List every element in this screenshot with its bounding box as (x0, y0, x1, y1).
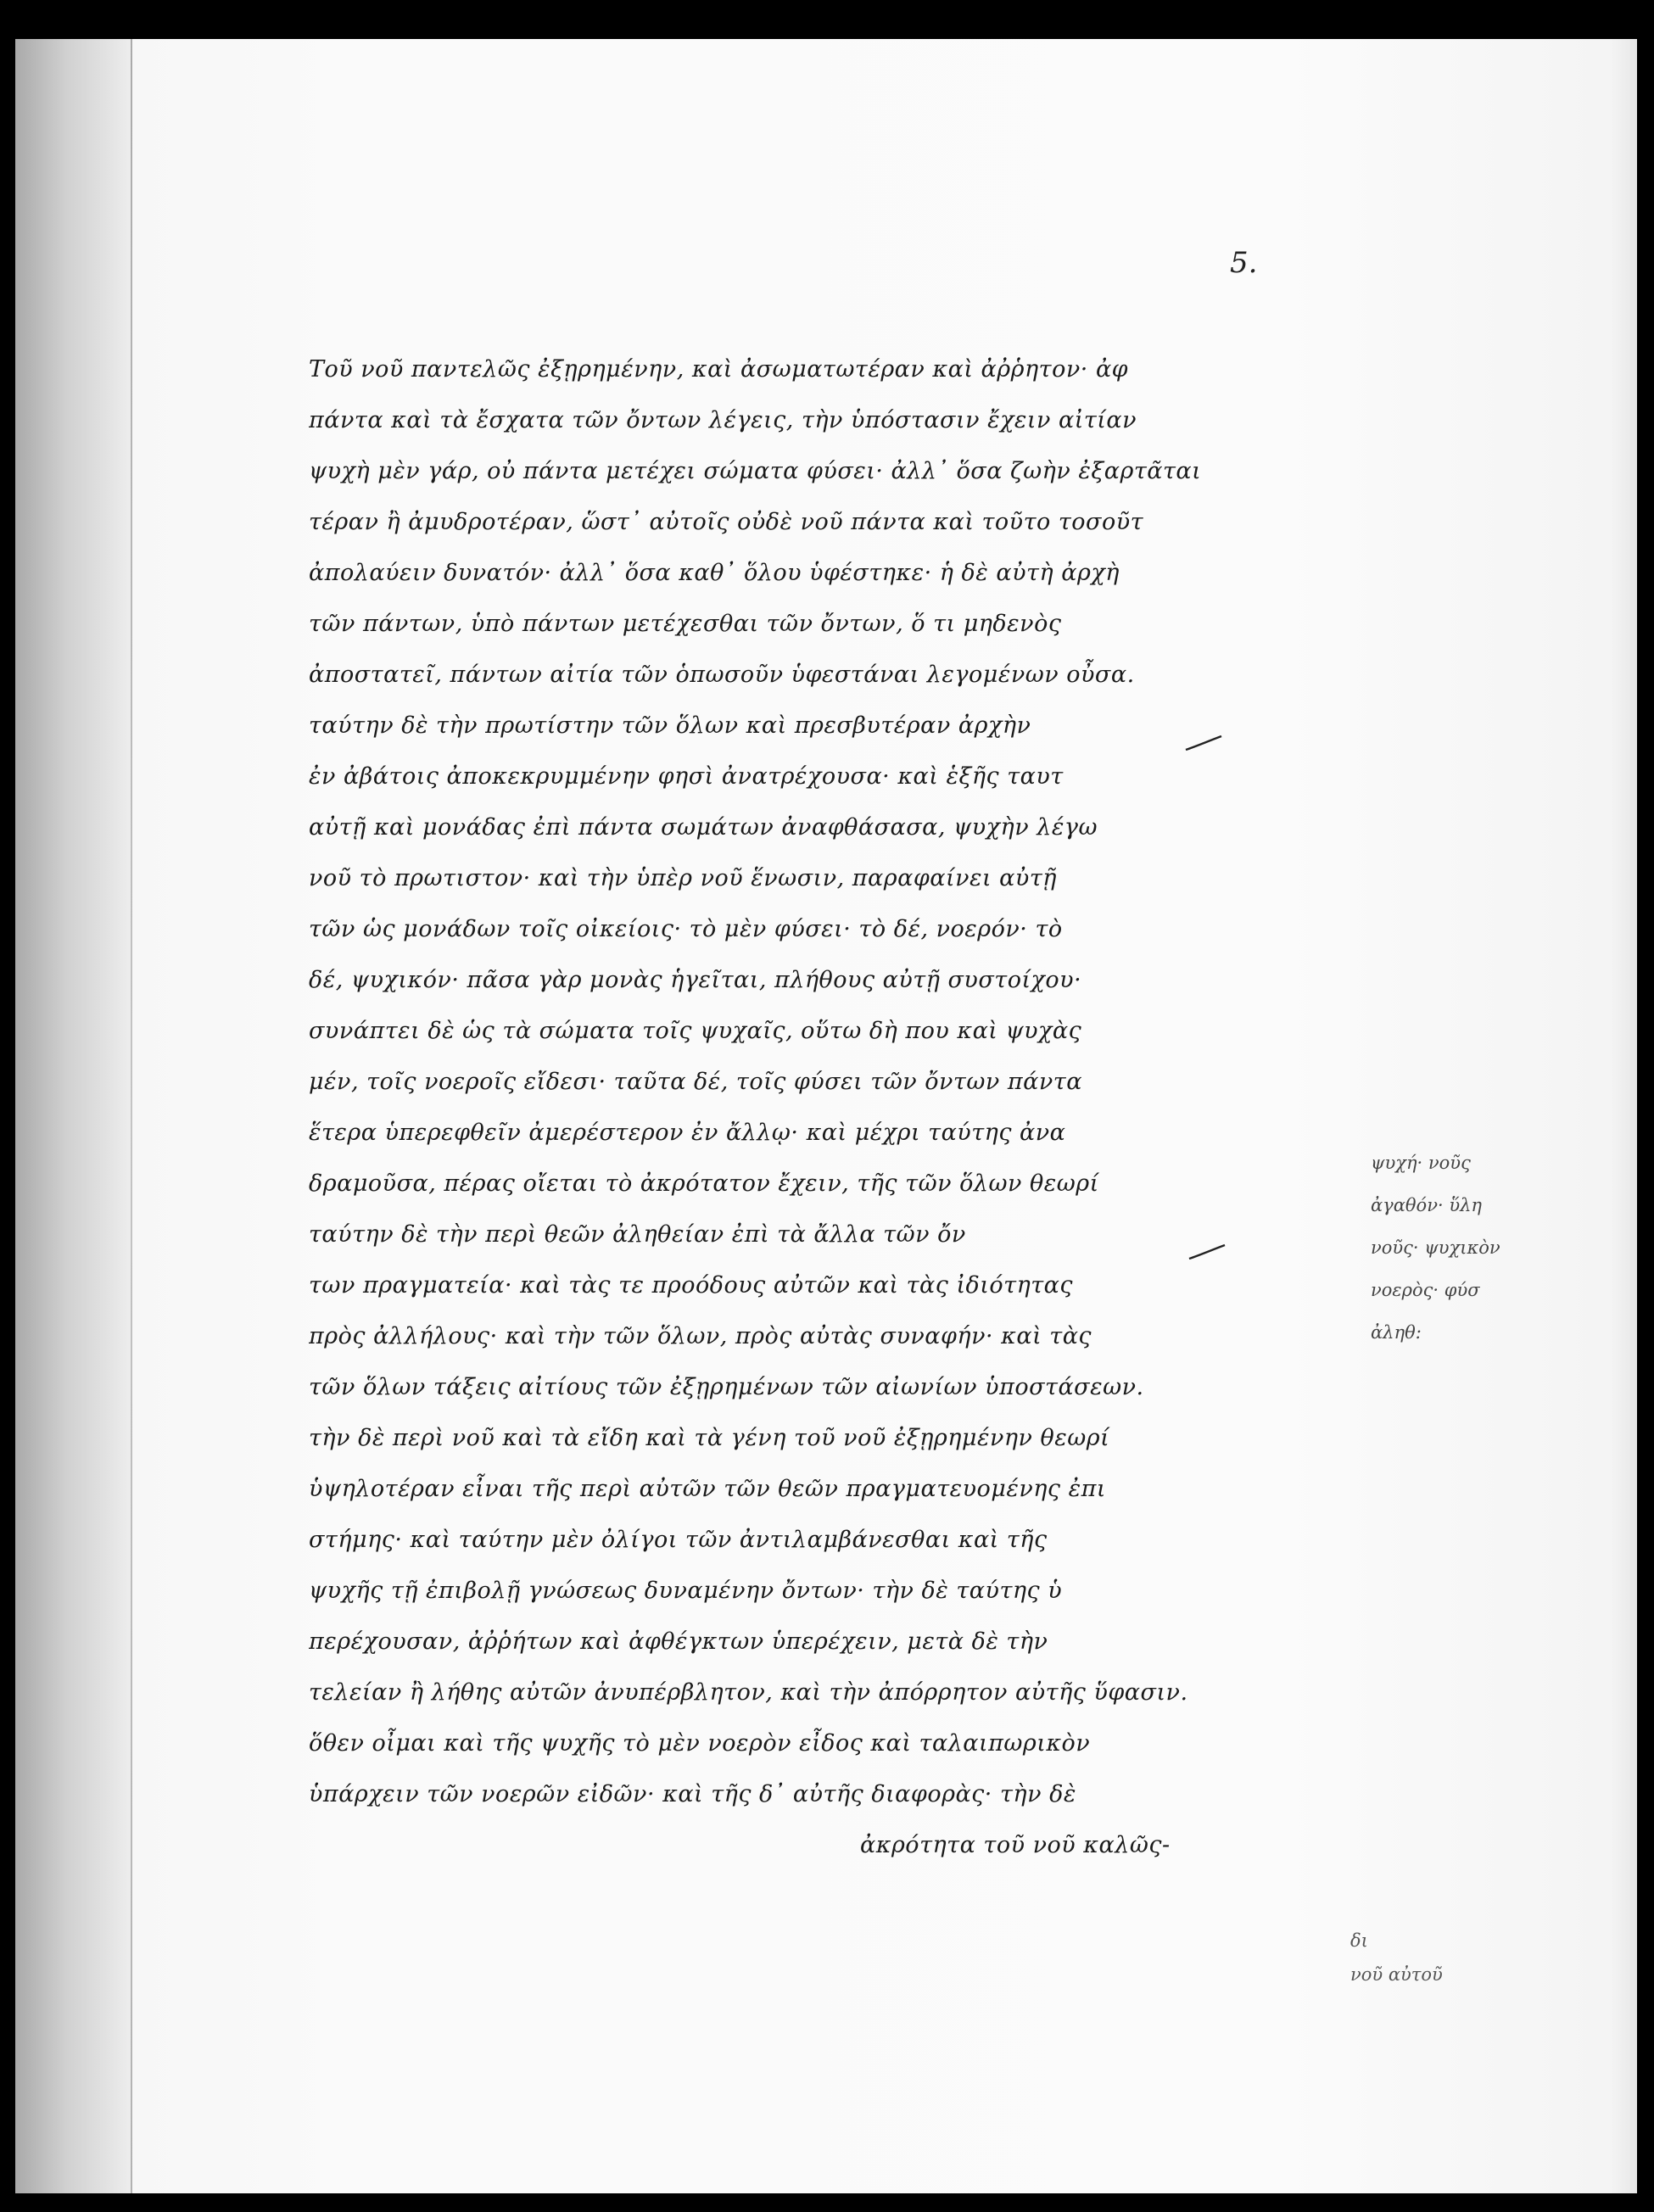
manuscript-line: πρὸς ἀλλήλους· καὶ τὴν τῶν ὅλων, πρὸς αὐτὰς συναφήν· καὶ τὰς (309, 1323, 1092, 1349)
manuscript-line: ἀκρότητα τοῦ νοῦ καλῶς- (860, 1832, 1171, 1858)
manuscript-line: δραμοῦσα, πέρας οἴεται τὸ ἀκρότατον ἔχειν, τῆς τῶν ὅλων θεωρί (309, 1170, 1099, 1197)
manuscript-line: πάντα καὶ τὰ ἔσχατα τῶν ὄντων λέγεις, τὴν ὑπόστασιν ἔχειν αἰτίαν (309, 407, 1137, 433)
manuscript-line: ψυχὴ μὲν γάρ, οὐ πάντα μετέχει σώματα φύσει· ἀλλ᾽ ὅσα ζωὴν ἐξαρτᾶται (309, 458, 1202, 484)
marginal-note-line: νοῦ αὐτοῦ (1350, 1964, 1443, 1985)
marginal-note-line: δι (1350, 1930, 1368, 1951)
gutter-shadow (15, 39, 131, 2193)
marginal-note-line: νοερὸς· φύσ (1371, 1280, 1480, 1300)
manuscript-page (15, 39, 1637, 2193)
manuscript-line: συνάπτει δὲ ὡς τὰ σώματα τοῖς ψυχαῖς, οὕτω δὴ που καὶ ψυχὰς (309, 1018, 1082, 1044)
manuscript-line: ὑψηλοτέραν εἶναι τῆς περὶ αὐτῶν τῶν θεῶν πραγματευομένης ἐπι (309, 1476, 1106, 1502)
manuscript-line: τῶν πάντων, ὑπὸ πάντων μετέχεσθαι τῶν ὄντων, ὅ τι μηδενὸς (309, 611, 1062, 637)
manuscript-line: περέχουσαν, ἀῤῥήτων καὶ ἀφθέγκτων ὑπερέχειν, μετὰ δὲ τὴν (309, 1628, 1048, 1655)
marginal-annotation-lower (1350, 1924, 1520, 1991)
manuscript-line: νοῦ τὸ πρωτιστον· καὶ τὴν ὑπὲρ νοῦ ἕνωσιν, παραφαίνει αὐτῇ (309, 865, 1057, 891)
manuscript-line: δέ, ψυχικόν· πᾶσα γὰρ μονὰς ἡγεῖται, πλήθους αὐτῇ συστοίχου· (309, 967, 1082, 993)
check-mark-icon (1187, 1243, 1227, 1262)
marginal-note-line: ἀληθ: (1371, 1322, 1422, 1343)
binding-edge (131, 39, 132, 2193)
manuscript-text-block (309, 344, 1250, 1871)
folio-number: 5. (1230, 246, 1258, 280)
manuscript-line: τῶν ὅλων τάξεις αἰτίους τῶν ἐξῃρημένων τῶν αἰωνίων ὑποστάσεων. (309, 1374, 1144, 1400)
manuscript-line: ἀποστατεῖ, πάντων αἰτία τῶν ὁπωσοῦν ὑφεστάναι λεγομένων οὖσα. (309, 662, 1135, 688)
manuscript-line: των πραγματεία· καὶ τὰς τε προόδους αὐτῶν καὶ τὰς ἰδιότητας (309, 1272, 1074, 1299)
manuscript-line: ὑπάρχειν τῶν νοερῶν εἰδῶν· καὶ τῆς δ᾽ αὐτῆς διαφορὰς· τὴν δὲ (309, 1781, 1076, 1807)
manuscript-line: στήμης· καὶ ταύτην μὲν ὀλίγοι τῶν ἀντιλαμβάνεσθαι καὶ τῆς (309, 1527, 1048, 1553)
marginal-note-line: νοῦς· ψυχικὸν (1371, 1237, 1500, 1258)
manuscript-line: Τοῦ νοῦ παντελῶς ἐξῃρημένην, καὶ ἀσωματωτέραν καὶ ἀῤῥητον· ἀφ (309, 356, 1129, 383)
manuscript-line: τὴν δὲ περὶ νοῦ καὶ τὰ εἴδη καὶ τὰ γένη τοῦ νοῦ ἐξῃρημένην θεωρί (309, 1425, 1110, 1451)
manuscript-line: ἕτερα ὑπερεφθεῖν ἀμερέστερον ἐν ἄλλῳ· καὶ μέχρι ταύτης ἀνα (309, 1120, 1066, 1146)
manuscript-line: αὐτῇ καὶ μονάδας ἐπὶ πάντα σωμάτων ἀναφθάσασα, ψυχὴν λέγω (309, 814, 1098, 841)
manuscript-line: τελείαν ἢ λήθης αὐτῶν ἀνυπέρβλητον, καὶ τὴν ἀπόρρητον αὐτῆς ὕφασιν. (309, 1679, 1188, 1706)
manuscript-line: ψυχῆς τῇ ἐπιβολῇ γνώσεως δυναμένην ὄντων· τὴν δὲ ταύτης ὑ (309, 1578, 1063, 1604)
manuscript-line: ὅθεν οἶμαι καὶ τῆς ψυχῆς τὸ μὲν νοερὸν εἶδος καὶ ταλαιπωρικὸν (309, 1730, 1091, 1757)
manuscript-line: ταύτην δὲ τὴν πρωτίστην τῶν ὅλων καὶ πρεσβυτέραν ἀρχὴν (309, 712, 1031, 739)
marginal-note-line: ἀγαθόν· ὕλη (1371, 1195, 1482, 1215)
manuscript-line: τέραν ἢ ἀμυδροτέραν, ὥστ᾽ αὐτοῖς οὐδὲ νοῦ πάντα καὶ τοῦτο τοσοῦτ (309, 509, 1144, 535)
manuscript-line: μέν, τοῖς νοεροῖς εἴδεσι· ταῦτα δέ, τοῖς φύσει τῶν ὄντων πάντα (309, 1069, 1082, 1095)
manuscript-line: τῶν ὡς μονάδων τοῖς οἰκείοις· τὸ μὲν φύσει· τὸ δέ, νοερόν· τὸ (309, 916, 1063, 942)
manuscript-line: ταύτην δὲ τὴν περὶ θεῶν ἀληθείαν ἐπὶ τὰ ἄλλα τῶν ὄν (309, 1221, 966, 1248)
marginal-note-line: ψυχή· νοῦς (1371, 1153, 1471, 1173)
marginal-annotation (1371, 1142, 1532, 1354)
check-mark-icon (1184, 735, 1223, 753)
manuscript-line: ἐν ἀβάτοις ἀποκεκρυμμένην φησὶ ἀνατρέχουσα· καὶ ἑξῆς ταυτ (309, 763, 1064, 790)
manuscript-line: ἀπολαύειν δυνατόν· ἀλλ᾽ ὅσα καθ᾽ ὅλου ὑφέστηκε· ἡ δὲ αὐτὴ ἀρχὴ (309, 560, 1120, 586)
